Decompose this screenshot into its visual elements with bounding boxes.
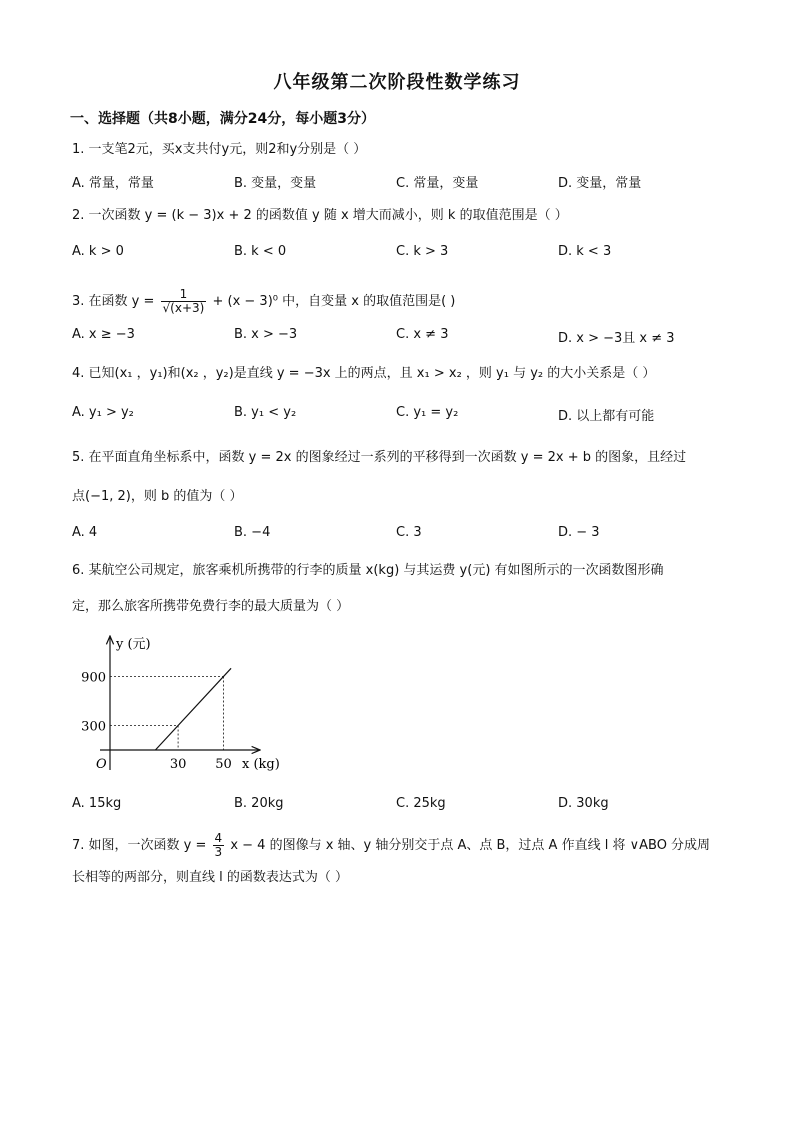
- fraction-denominator: 3: [214, 845, 223, 859]
- option-c[interactable]: C. 常量，变量: [396, 176, 479, 191]
- option-d[interactable]: D. x > −3且 x ≠ 3: [558, 331, 675, 346]
- question-4: 4. 已知(x₁ ，y₁)和(x₂ ，y₂)是直线 y = −3x 上的两点，且 x₁ > x₂ ，则 y₁ 与 y₂ 的大小关系是（ ）: [72, 366, 656, 381]
- option-d[interactable]: D. k < 3: [558, 244, 612, 259]
- option-c[interactable]: C. 3: [396, 525, 422, 540]
- question-5-line-1: 5. 在平面直角坐标系中，函数 y = 2x 的图象经过一系列的平移得到一次函数 y = 2x + b 的图象，且经过: [72, 450, 687, 465]
- question-6-options: [72, 796, 732, 816]
- question-3: [72, 288, 455, 315]
- option-a[interactable]: A. 常量，常量: [72, 176, 154, 191]
- x-tick-label: 30: [169, 757, 187, 772]
- origin-label: O: [96, 757, 107, 772]
- question-4-options: [72, 405, 732, 425]
- question-7-line-2: 长相等的两部分，则直线 l 的函数表达式为（ ）: [72, 870, 349, 885]
- fraction-numerator: 4: [214, 831, 223, 845]
- question-1-options: [72, 172, 732, 192]
- question-1: 1. 一支笔2元，买x支共付y元，则2和y分别是（ ）: [72, 142, 367, 157]
- option-d[interactable]: D. 变量，常量: [558, 176, 642, 191]
- luggage-fee-chart: [70, 628, 300, 783]
- fraction-numerator: 1: [161, 288, 207, 302]
- option-c[interactable]: C. y₁ = y₂: [396, 405, 459, 420]
- question-3-prefix: 3. 在函数 y =: [72, 294, 155, 309]
- question-5-line-2: 点(−1, 2)，则 b 的值为（ ）: [72, 489, 243, 504]
- question-7: [72, 832, 710, 859]
- fraction-denominator: √(x+3): [162, 301, 205, 315]
- option-a[interactable]: A. k > 0: [72, 244, 124, 259]
- option-d[interactable]: D. − 3: [558, 525, 600, 540]
- question-3-options: [72, 327, 732, 347]
- question-7-fraction: [213, 832, 225, 859]
- option-d[interactable]: D. 30kg: [558, 796, 609, 811]
- option-a[interactable]: A. x ≥ −3: [72, 327, 135, 342]
- question-6-line-2: 定，那么旅客所携带免费行李的最大质量为（ ）: [72, 599, 350, 614]
- question-7-prefix: 7. 如图，一次函数 y =: [72, 838, 207, 853]
- option-b[interactable]: B. −4: [234, 525, 271, 540]
- option-b[interactable]: B. x > −3: [234, 327, 298, 342]
- option-c[interactable]: C. x ≠ 3: [396, 327, 449, 342]
- question-2-options: [72, 244, 732, 264]
- question-3-fraction: [161, 288, 207, 315]
- option-b[interactable]: B. 20kg: [234, 796, 284, 811]
- section-heading: 一、选择题（共8小题，满分24分，每小题3分）: [70, 111, 375, 127]
- option-c[interactable]: C. 25kg: [396, 796, 446, 811]
- option-c[interactable]: C. k > 3: [396, 244, 449, 259]
- x-tick-label: 50: [215, 757, 232, 772]
- option-b[interactable]: B. 变量，变量: [234, 176, 317, 191]
- y-tick-label: 300: [81, 719, 106, 735]
- x-axis-label: x (kg): [242, 757, 280, 772]
- question-5-options: [72, 525, 732, 545]
- option-a[interactable]: A. 15kg: [72, 796, 122, 811]
- y-tick-label: 900: [81, 670, 106, 686]
- option-a[interactable]: A. y₁ > y₂: [72, 405, 134, 420]
- option-d[interactable]: D. 以上都有可能: [558, 409, 655, 424]
- option-b[interactable]: B. k < 0: [234, 244, 287, 259]
- page-title: 八年级第二次阶段性数学练习: [273, 72, 521, 93]
- series-line: [155, 668, 231, 750]
- option-a[interactable]: A. 4: [72, 525, 98, 540]
- question-2: 2. 一次函数 y = (k − 3)x + 2 的函数值 y 随 x 增大而减小，则 k 的取值范围是（ ）: [72, 208, 568, 223]
- question-3-suffix: + (x − 3)⁰ 中，自变量 x 的取值范围是( ): [212, 294, 456, 309]
- y-axis-label: y (元): [116, 637, 151, 652]
- option-b[interactable]: B. y₁ < y₂: [234, 405, 297, 420]
- question-7-suffix: x − 4 的图像与 x 轴、y 轴分别交于点 A、点 B，过点 A 作直线 l 将 ∨ABO 分成周: [230, 838, 711, 853]
- question-6-line-1: 6. 某航空公司规定，旅客乘机所携带的行李的质量 x(kg) 与其运费 y(元) 有如图所示的一次函数图形确: [72, 563, 664, 578]
